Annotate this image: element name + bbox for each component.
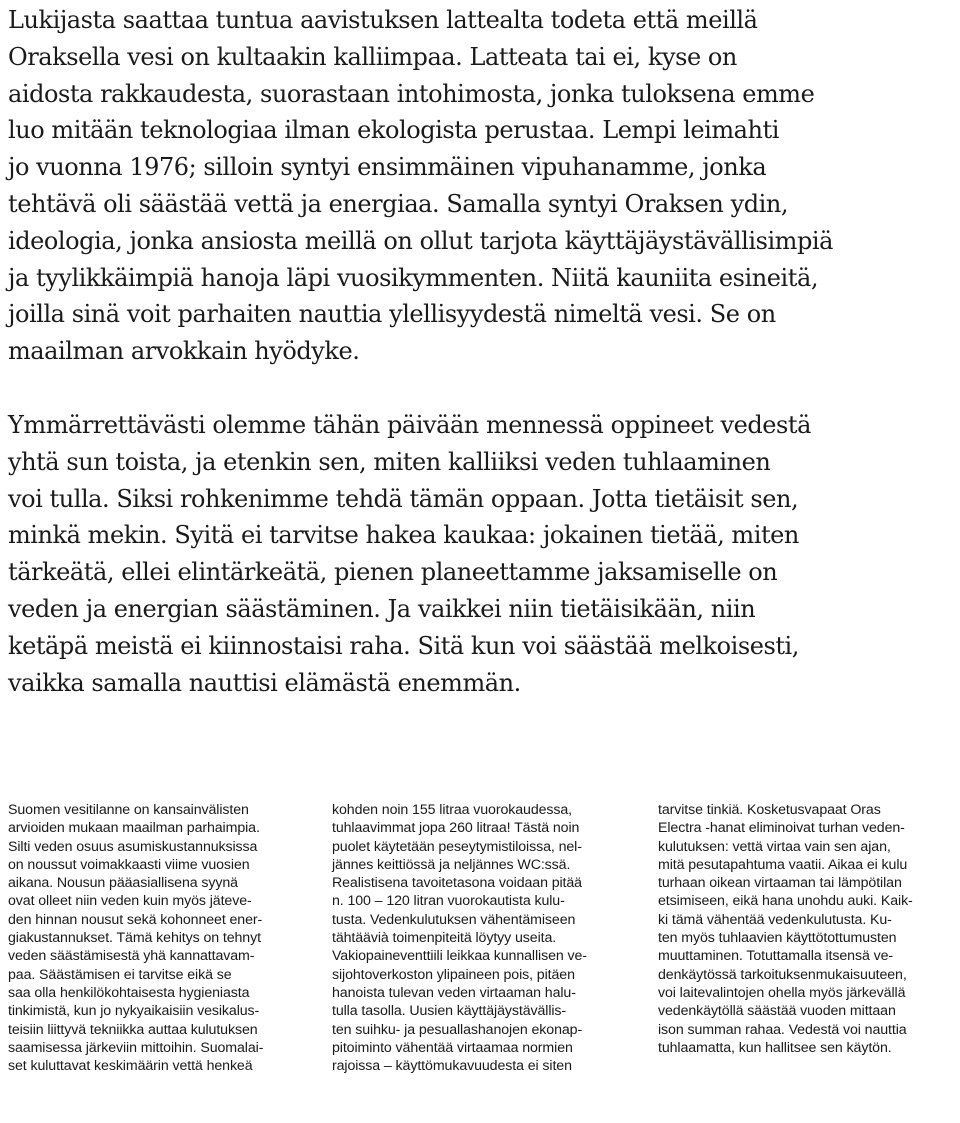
column-line: kulutuksen: vettä virtaa vain sen ajan, xyxy=(658,838,891,855)
intro-text xyxy=(8,2,953,701)
column-line: puolet käytetään peseytymistiloissa, nel- xyxy=(332,838,582,855)
intro-line: Oraksella vesi on kultaakin kalliimpaa. Latteata tai ei, kyse on xyxy=(8,42,737,71)
column-line: pitoiminto vähentää virtaamaa normien xyxy=(332,1039,573,1056)
column-line: ten myös tuhlaavien käyttötottumusten xyxy=(658,930,897,947)
column-line: ovat olleet niin veden kuin myös jäteve- xyxy=(8,893,252,910)
intro-line: ideologia, jonka ansiosta meillä on ollut tarjota käyttäjäystävällisimpiä xyxy=(8,226,833,255)
intro-line: joilla sinä voit parhaiten nauttia ylellisyydestä nimeltä vesi. Se on xyxy=(8,300,776,329)
column-line: etsimiseen, eikä hana unohdu auki. Kaik- xyxy=(658,893,913,910)
column-line: ison summan rahaa. Vedestä voi nauttia xyxy=(658,1021,907,1038)
column-line: set kuluttavat keskimäärin vettä henkeä xyxy=(8,1058,253,1075)
intro-line: vaikka samalla nauttisi elämästä enemmän. xyxy=(8,668,521,697)
intro-paragraph-1 xyxy=(8,2,953,370)
column-line: tähtäävià toimenpiteitä löytyy useita. xyxy=(332,930,557,947)
column-line: paa. Säästämisen ei tarvitse eikä se xyxy=(8,966,232,983)
column-line: sijohtoverkoston ylipaineen pois, pitäen xyxy=(332,966,575,983)
column-line: denkäytössä tarkoituksenmukaisuuteen, xyxy=(658,966,907,983)
intro-line: veden ja energian säästäminen. Ja vaikkei niin tietäisikään, niin xyxy=(8,594,756,623)
intro-line: luo mitään teknologiaa ilman ekologista perustaa. Lempi leimahti xyxy=(8,116,779,145)
column-line: voi laitevalintojen ohella myös järkevällä xyxy=(658,984,906,1001)
intro-line: yhtä sun toista, ja etenkin sen, miten kalliiksi veden tuhlaaminen xyxy=(8,447,771,476)
intro-line: Lukijasta saattaa tuntua aavistuksen lattealta todeta että meillä xyxy=(8,6,758,34)
column-line: saamisessa järkeviin mittoihin. Suomalai- xyxy=(8,1039,264,1056)
column-line: Suomen vesitilanne on kansainvälisten xyxy=(8,802,249,818)
column-line: hanoista tulevan veden virtaaman halu- xyxy=(332,984,576,1001)
column-line: Vakiopaineventtiili leikkaa kunnallisen ve- xyxy=(332,948,587,965)
intro-line: Ymmärrettävästi olemme tähän päivään mennessä oppineet vedestä xyxy=(8,410,811,439)
column-line: vedenkäytöllä säästää vuoden mittaan xyxy=(658,1003,896,1020)
column-line: tulla tasolla. Uusien käyttäjäystävällis- xyxy=(332,1003,567,1020)
column-line: ki tämä vähentää vedenkulutusta. Ku- xyxy=(658,911,892,928)
column-line: kohden noin 155 litraa vuorokaudessa, xyxy=(332,802,573,818)
column-line: muuttaminen. Totuttamalla itsensä ve- xyxy=(658,948,893,965)
column-line: aikana. Nousun pääasiallisena syynä xyxy=(8,875,238,892)
column-line: Silti veden osuus asumiskustannuksissa xyxy=(8,838,258,855)
column-line: veden säästämisestä yhä kannattavam- xyxy=(8,948,255,965)
column-line: rajoissa – käyttömukavuudesta ei siten xyxy=(332,1058,572,1075)
column-line: arvioiden mukaan maailman parhaimpia. xyxy=(8,820,260,837)
column-2 xyxy=(332,801,632,1075)
column-line: n. 100 – 120 litran vuorokautista kulu- xyxy=(332,893,565,910)
column-1 xyxy=(8,801,308,1075)
column-line: tinkimistä, kun jo nykyaikaisiin vesikalus- xyxy=(8,1003,260,1020)
column-line: tusta. Vedenkulutuksen vähentämiseen xyxy=(332,911,576,928)
column-line: mitä pesutapahtuma vaatii. Aikaa ei kulu xyxy=(658,856,908,873)
column-line: den hinnan nousut sekä kohonneet ener- xyxy=(8,911,263,928)
intro-line: tärkeätä, ellei elintärkeätä, pienen planeettamme jaksamiselle on xyxy=(8,558,778,587)
column-line: tuhlaavimmat jopa 260 litraa! Tästä noin xyxy=(332,820,580,837)
intro-line: voi tulla. Siksi rohkenimme tehdä tämän oppaan. Jotta tietäisit sen, xyxy=(8,484,799,513)
intro-line: ketäpä meistä ei kiinnostaisi raha. Sitä kun voi säästää melkoisesti, xyxy=(8,631,799,660)
column-line: jännes keittiössä ja neljännes WC:ssä. xyxy=(332,856,571,873)
column-line: Realistisena tavoitetasona voidaan pitää xyxy=(332,875,582,892)
column-3 xyxy=(658,801,953,1057)
intro-line: jo vuonna 1976; silloin syntyi ensimmäinen vipuhanamme, jonka xyxy=(8,153,767,182)
intro-line: maailman arvokkain hyödyke. xyxy=(8,337,360,366)
column-line: saa olla henkilökohtaisesta hygieniasta xyxy=(8,984,250,1001)
column-line: on noussut voimakkaasti viime vuosien xyxy=(8,856,250,873)
column-line: Electra -hanat eliminoivat turhan veden- xyxy=(658,820,905,837)
body-columns xyxy=(0,801,960,1123)
column-line: tarvitse tinkiä. Kosketusvapaat Oras xyxy=(658,802,881,818)
intro-line: aidosta rakkaudesta, suorastaan intohimosta, jonka tuloksena emme xyxy=(8,79,815,108)
intro-line: tehtävä oli säästää vettä ja energiaa. Samalla syntyi Oraksen ydin, xyxy=(8,189,789,218)
column-line: tuhlaamatta, kun hallitsee sen käytön. xyxy=(658,1039,892,1056)
column-line: ten suihku- ja pesuallashanojen ekonap- xyxy=(332,1021,583,1038)
intro-line: ja tyylikkäimpiä hanoja läpi vuosikymmenten. Niitä kauniita esineitä, xyxy=(8,263,818,292)
intro-line: minkä mekin. Syitä ei tarvitse hakea kaukaa: jokainen tietää, miten xyxy=(8,521,799,550)
column-line: giakustannukset. Tämä kehitys on tehnyt xyxy=(8,930,261,947)
column-line: teisiin liittyvä tekniikka auttaa kulutuksen xyxy=(8,1021,258,1038)
intro-paragraph-2 xyxy=(8,407,953,701)
column-line: turhaan oikean virtaaman tai lämpötilan xyxy=(658,875,902,892)
